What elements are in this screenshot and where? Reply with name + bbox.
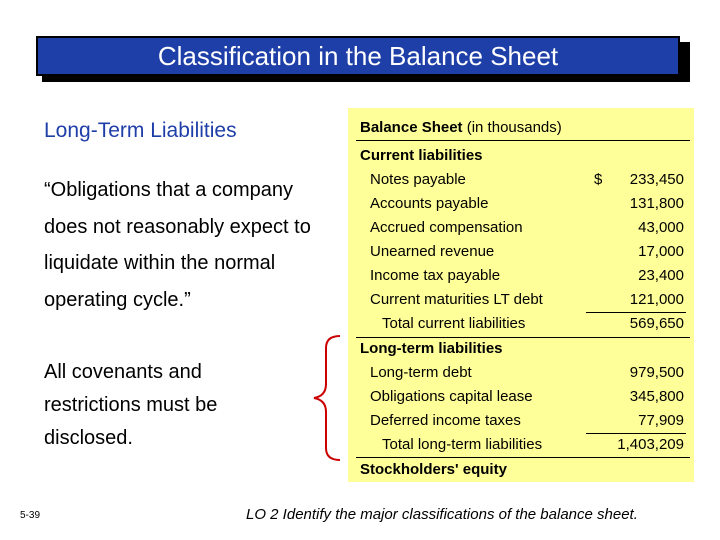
section-label: Stockholders' equity (360, 461, 507, 478)
row-label: Unearned revenue (370, 243, 495, 260)
longterm-liabilities-heading (348, 337, 694, 361)
current-liabilities-heading (348, 144, 694, 168)
slide-title: Classification in the Balance Sheet (157, 40, 559, 71)
row-value: 43,000 (638, 219, 684, 236)
row-value: 17,000 (638, 243, 684, 260)
row-value: 131,800 (629, 195, 684, 212)
row-label: Deferred income taxes (370, 412, 521, 429)
row-label: Income tax payable (370, 267, 501, 284)
title-banner (36, 36, 680, 76)
total-row (348, 312, 694, 336)
row-value: 233,450 (629, 171, 684, 188)
table-row (348, 264, 694, 288)
table-row (348, 385, 694, 409)
row-label: Accrued compensation (370, 219, 523, 236)
row-label: Current maturities LT debt (370, 291, 543, 308)
currency-symbol: $ (594, 171, 603, 188)
balance-sheet-header (348, 116, 694, 140)
balance-sheet-title-note: (in thousands) (466, 119, 562, 136)
total-value: 569,650 (629, 315, 684, 332)
row-label: Accounts payable (370, 195, 489, 212)
total-label: Total current liabilities (382, 315, 526, 332)
section-label: Long-term liabilities (360, 340, 503, 357)
total-value: 1,403,209 (617, 436, 684, 453)
row-value: 345,800 (629, 388, 684, 405)
balance-sheet-table (348, 108, 694, 482)
table-row (348, 168, 694, 192)
row-value: 979,500 (629, 364, 684, 381)
balance-sheet-title: Balance Sheet (360, 119, 463, 136)
table-row (348, 192, 694, 216)
section-label: Current liabilities (360, 147, 483, 164)
learning-objective: LO 2 Identify the major classifications of the balance sheet. (246, 506, 638, 523)
table-row (348, 409, 694, 433)
covenants-note: All covenants and restrictions must be disclosed. (44, 361, 218, 449)
row-label: Obligations capital lease (370, 388, 533, 405)
header-divider (356, 140, 690, 141)
equity-heading (348, 458, 694, 482)
table-row (348, 240, 694, 264)
row-label: Long-term debt (370, 364, 472, 381)
slide-number: 5-39 (20, 510, 41, 521)
row-label: Notes payable (370, 171, 466, 188)
table-row (348, 216, 694, 240)
table-row (348, 361, 694, 385)
curly-brace-icon (310, 334, 344, 462)
row-value: 121,000 (629, 291, 684, 308)
table-row (348, 288, 694, 312)
row-value: 23,400 (638, 267, 684, 284)
slide-subtitle: Long-Term Liabilities (44, 119, 237, 142)
total-label: Total long-term liabilities (382, 436, 543, 453)
row-value: 77,909 (638, 412, 684, 429)
definition-quote: “Obligations that a company does not reasonably expect to liquidate within the normal operating cycle.” (44, 179, 311, 311)
total-row (348, 433, 694, 457)
